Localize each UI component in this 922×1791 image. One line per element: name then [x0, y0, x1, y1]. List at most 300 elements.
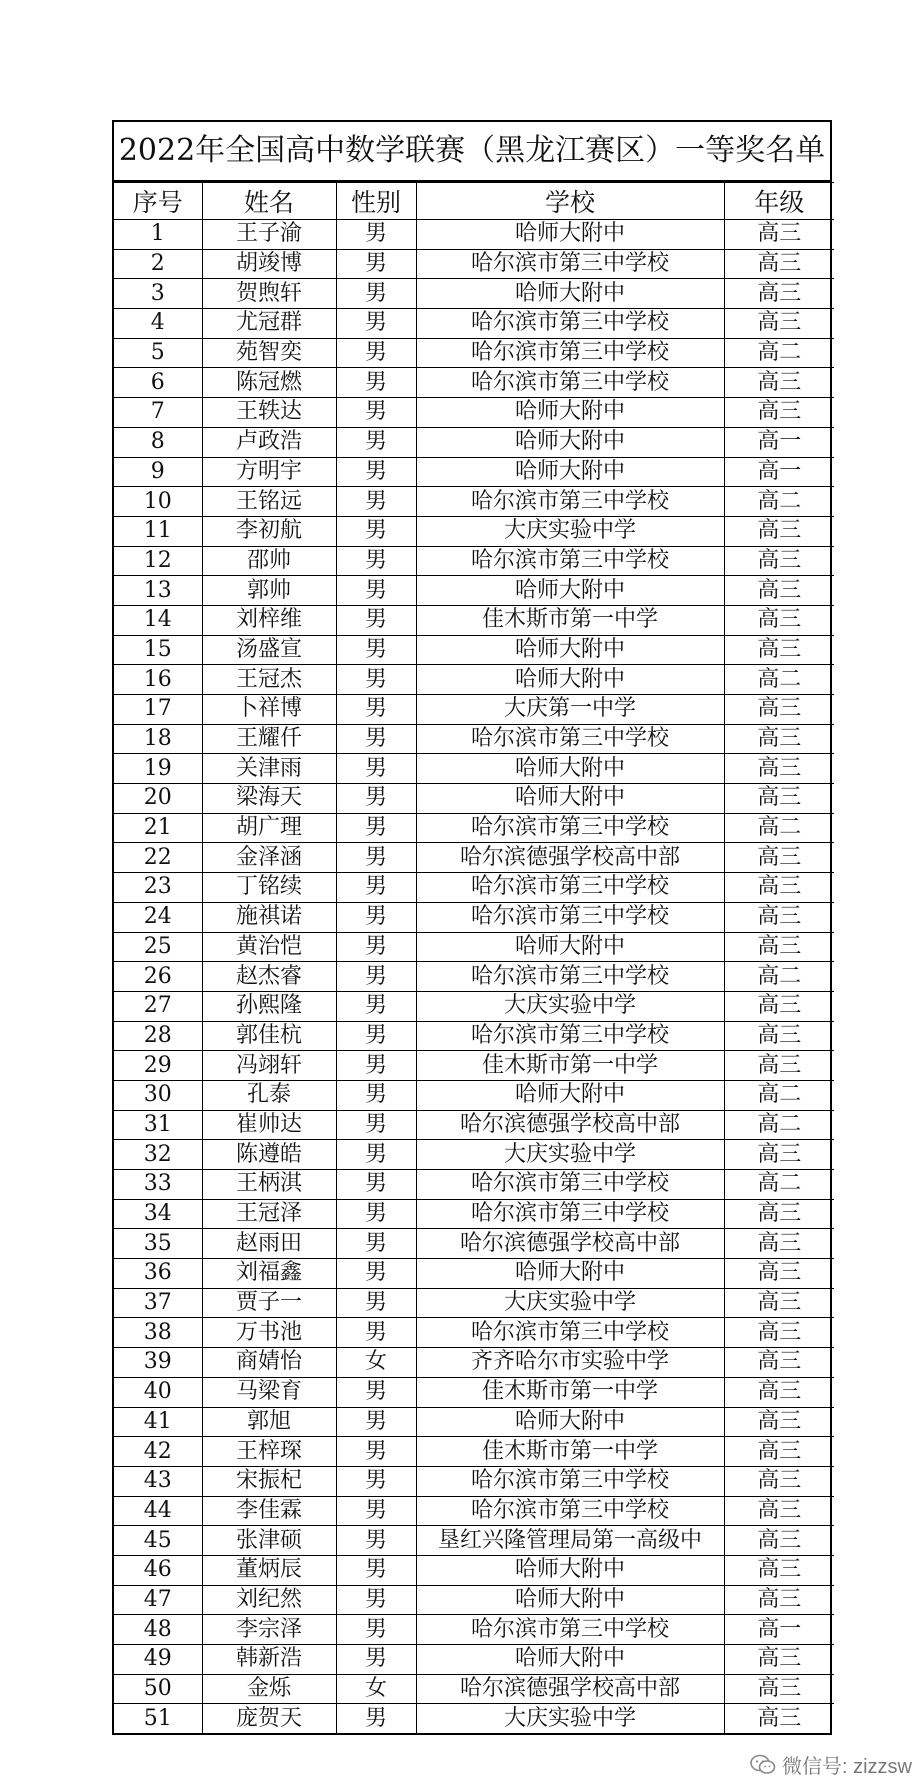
student-name: 梁海天: [202, 784, 336, 814]
student-gender: 男: [336, 309, 416, 339]
row-number: 7: [114, 398, 202, 428]
row-number: 26: [114, 962, 202, 992]
student-name: 王柄淇: [202, 1170, 336, 1200]
row-number: 4: [114, 309, 202, 339]
table-row: [114, 873, 834, 903]
student-name: 郭旭: [202, 1407, 336, 1437]
student-name: 贾子一: [202, 1288, 336, 1318]
student-gender: 男: [336, 1526, 416, 1556]
school-name: 哈尔滨德强学校高中部: [416, 1674, 724, 1704]
school-name: 哈师大附中: [416, 576, 724, 606]
student-name: 卢政浩: [202, 427, 336, 457]
row-number: 21: [114, 813, 202, 843]
table-row: [114, 516, 834, 546]
student-gender: 男: [336, 1466, 416, 1496]
school-name: 佳木斯市第一中学: [416, 1437, 724, 1467]
grade: 高三: [724, 220, 834, 250]
grade: 高三: [724, 1704, 834, 1733]
row-number: 50: [114, 1674, 202, 1704]
student-gender: 男: [336, 249, 416, 279]
grade: 高二: [724, 1080, 834, 1110]
student-gender: 男: [336, 932, 416, 962]
school-name: 哈尔滨市第三中学校: [416, 873, 724, 903]
student-name: 马梁育: [202, 1377, 336, 1407]
table-row: [114, 1318, 834, 1348]
student-gender: 男: [336, 1170, 416, 1200]
student-name: 王冠泽: [202, 1199, 336, 1229]
table-row: [114, 1466, 834, 1496]
grade: 高三: [724, 1051, 834, 1081]
school-name: 佳木斯市第一中学: [416, 1051, 724, 1081]
grade: 高二: [724, 665, 834, 695]
grade: 高三: [724, 1526, 834, 1556]
table-row: [114, 1526, 834, 1556]
student-name: 王轶达: [202, 398, 336, 428]
student-name: 胡广理: [202, 813, 336, 843]
grade: 高二: [724, 1170, 834, 1200]
grade: 高三: [724, 1645, 834, 1675]
student-name: 贺煦轩: [202, 279, 336, 309]
school-name: 哈尔滨市第三中学校: [416, 813, 724, 843]
school-name: 哈尔滨市第三中学校: [416, 962, 724, 992]
row-number: 47: [114, 1585, 202, 1615]
row-number: 20: [114, 784, 202, 814]
student-name: 金烁: [202, 1674, 336, 1704]
grade: 高三: [724, 784, 834, 814]
row-number: 37: [114, 1288, 202, 1318]
row-number: 13: [114, 576, 202, 606]
school-name: 哈尔滨市第三中学校: [416, 1466, 724, 1496]
student-gender: 男: [336, 873, 416, 903]
grade: 高三: [724, 1466, 834, 1496]
grade: 高三: [724, 635, 834, 665]
table-row: [114, 635, 834, 665]
grade: 高三: [724, 1348, 834, 1378]
student-gender: 男: [336, 1437, 416, 1467]
school-name: 大庆实验中学: [416, 1704, 724, 1733]
table-row: [114, 1170, 834, 1200]
row-number: 27: [114, 991, 202, 1021]
row-number: 38: [114, 1318, 202, 1348]
student-gender: 女: [336, 1674, 416, 1704]
row-number: 3: [114, 279, 202, 309]
grade: 高三: [724, 368, 834, 398]
table-row: [114, 1348, 834, 1378]
table-row: [114, 1288, 834, 1318]
student-gender: 男: [336, 576, 416, 606]
row-number: 19: [114, 754, 202, 784]
grade: 高二: [724, 962, 834, 992]
table-row: [114, 1555, 834, 1585]
grade: 高三: [724, 1496, 834, 1526]
student-name: 董炳辰: [202, 1555, 336, 1585]
student-name: 尤冠群: [202, 309, 336, 339]
table-row: [114, 487, 834, 517]
school-name: 哈师大附中: [416, 1555, 724, 1585]
row-number: 48: [114, 1615, 202, 1645]
row-number: 23: [114, 873, 202, 903]
row-number: 43: [114, 1466, 202, 1496]
student-gender: 男: [336, 1496, 416, 1526]
grade: 高三: [724, 398, 834, 428]
table-row: [114, 309, 834, 339]
student-gender: 男: [336, 516, 416, 546]
student-name: 郭佳杭: [202, 1021, 336, 1051]
student-name: 宋振杞: [202, 1466, 336, 1496]
grade: 高三: [724, 1377, 834, 1407]
row-number: 40: [114, 1377, 202, 1407]
table-row: [114, 665, 834, 695]
school-name: 哈尔滨市第三中学校: [416, 1496, 724, 1526]
school-name: 哈师大附中: [416, 279, 724, 309]
student-gender: 男: [336, 1555, 416, 1585]
student-name: 郭帅: [202, 576, 336, 606]
school-name: 大庆第一中学: [416, 695, 724, 725]
row-number: 32: [114, 1140, 202, 1170]
school-name: 齐齐哈尔市实验中学: [416, 1348, 724, 1378]
table-row: [114, 457, 834, 487]
table-row: [114, 1051, 834, 1081]
student-gender: 男: [336, 635, 416, 665]
table-row: [114, 902, 834, 932]
student-name: 崔帅达: [202, 1110, 336, 1140]
school-name: 哈尔滨市第三中学校: [416, 1021, 724, 1051]
grade: 高三: [724, 1674, 834, 1704]
row-number: 36: [114, 1259, 202, 1289]
student-name: 方明宇: [202, 457, 336, 487]
student-name: 刘纪然: [202, 1585, 336, 1615]
student-name: 李佳霖: [202, 1496, 336, 1526]
grade: 高三: [724, 902, 834, 932]
header-name: 姓名: [202, 183, 336, 220]
sheet-title: 2022年全国高中数学联赛（黑龙江赛区）一等奖名单: [114, 122, 830, 182]
grade: 高三: [724, 279, 834, 309]
student-gender: 男: [336, 665, 416, 695]
student-name: 王耀仟: [202, 724, 336, 754]
header-grade: 年级: [724, 183, 834, 220]
row-number: 15: [114, 635, 202, 665]
school-name: 哈尔滨德强学校高中部: [416, 843, 724, 873]
school-name: 哈尔滨市第三中学校: [416, 724, 724, 754]
student-gender: 男: [336, 1229, 416, 1259]
school-name: 哈师大附中: [416, 635, 724, 665]
student-name: 黄治恺: [202, 932, 336, 962]
student-gender: 男: [336, 487, 416, 517]
grade: 高二: [724, 487, 834, 517]
grade: 高三: [724, 1021, 834, 1051]
school-name: 大庆实验中学: [416, 991, 724, 1021]
row-number: 6: [114, 368, 202, 398]
grade: 高三: [724, 1259, 834, 1289]
table-row: [114, 932, 834, 962]
grade: 高三: [724, 576, 834, 606]
student-name: 孔泰: [202, 1080, 336, 1110]
award-table: [114, 182, 834, 1733]
school-name: 垦红兴隆管理局第一高级中: [416, 1526, 724, 1556]
row-number: 14: [114, 605, 202, 635]
table-row: [114, 249, 834, 279]
row-number: 31: [114, 1110, 202, 1140]
school-name: 哈师大附中: [416, 427, 724, 457]
student-name: 韩新浩: [202, 1645, 336, 1675]
school-name: 哈师大附中: [416, 932, 724, 962]
student-name: 李宗泽: [202, 1615, 336, 1645]
row-number: 12: [114, 546, 202, 576]
row-number: 29: [114, 1051, 202, 1081]
student-gender: 男: [336, 1585, 416, 1615]
grade: 高三: [724, 309, 834, 339]
row-number: 34: [114, 1199, 202, 1229]
row-number: 17: [114, 695, 202, 725]
student-gender: 男: [336, 843, 416, 873]
header-gender: 性别: [336, 183, 416, 220]
student-gender: 男: [336, 1704, 416, 1733]
student-gender: 男: [336, 962, 416, 992]
award-sheet: [112, 120, 832, 1735]
student-gender: 男: [336, 457, 416, 487]
row-number: 10: [114, 487, 202, 517]
student-name: 王子渝: [202, 220, 336, 250]
school-name: 佳木斯市第一中学: [416, 605, 724, 635]
student-name: 胡竣博: [202, 249, 336, 279]
student-name: 汤盛宣: [202, 635, 336, 665]
student-name: 赵雨田: [202, 1229, 336, 1259]
table-row: [114, 1645, 834, 1675]
table-row: [114, 695, 834, 725]
student-gender: 男: [336, 1080, 416, 1110]
student-gender: 男: [336, 605, 416, 635]
table-row: [114, 427, 834, 457]
table-row: [114, 338, 834, 368]
grade: 高三: [724, 516, 834, 546]
grade: 高三: [724, 1199, 834, 1229]
student-name: 赵杰睿: [202, 962, 336, 992]
school-name: 哈师大附中: [416, 784, 724, 814]
table-row: [114, 813, 834, 843]
table-row: [114, 1437, 834, 1467]
table-row: [114, 279, 834, 309]
student-name: 刘福鑫: [202, 1259, 336, 1289]
school-name: 哈师大附中: [416, 398, 724, 428]
grade: 高一: [724, 1615, 834, 1645]
table-row: [114, 368, 834, 398]
school-name: 哈尔滨市第三中学校: [416, 546, 724, 576]
grade: 高三: [724, 724, 834, 754]
grade: 高二: [724, 338, 834, 368]
student-gender: 男: [336, 1407, 416, 1437]
student-gender: 男: [336, 1021, 416, 1051]
table-body: [114, 220, 834, 1734]
school-name: 哈师大附中: [416, 1407, 724, 1437]
grade: 高三: [724, 1555, 834, 1585]
student-gender: 女: [336, 1348, 416, 1378]
row-number: 45: [114, 1526, 202, 1556]
row-number: 44: [114, 1496, 202, 1526]
school-name: 哈师大附中: [416, 1585, 724, 1615]
grade: 高三: [724, 754, 834, 784]
wechat-watermark: [750, 1750, 912, 1779]
student-name: 万书池: [202, 1318, 336, 1348]
grade: 高二: [724, 813, 834, 843]
school-name: 哈尔滨市第三中学校: [416, 338, 724, 368]
grade: 高二: [724, 1110, 834, 1140]
school-name: 大庆实验中学: [416, 516, 724, 546]
header-school: 学校: [416, 183, 724, 220]
table-row: [114, 1021, 834, 1051]
student-name: 庞贺天: [202, 1704, 336, 1733]
student-gender: 男: [336, 1199, 416, 1229]
table-row: [114, 1704, 834, 1733]
row-number: 28: [114, 1021, 202, 1051]
student-gender: 男: [336, 1140, 416, 1170]
school-name: 哈尔滨市第三中学校: [416, 309, 724, 339]
row-number: 41: [114, 1407, 202, 1437]
student-name: 陈遵皓: [202, 1140, 336, 1170]
wechat-icon: [750, 1754, 776, 1776]
table-row: [114, 1377, 834, 1407]
grade: 高三: [724, 1288, 834, 1318]
school-name: 哈尔滨市第三中学校: [416, 1615, 724, 1645]
student-gender: 男: [336, 1051, 416, 1081]
row-number: 24: [114, 902, 202, 932]
student-gender: 男: [336, 1110, 416, 1140]
grade: 高三: [724, 873, 834, 903]
table-row: [114, 991, 834, 1021]
school-name: 哈尔滨市第三中学校: [416, 1318, 724, 1348]
grade: 高三: [724, 546, 834, 576]
student-name: 金泽涵: [202, 843, 336, 873]
row-number: 33: [114, 1170, 202, 1200]
student-gender: 男: [336, 1377, 416, 1407]
school-name: 哈尔滨市第三中学校: [416, 368, 724, 398]
grade: 高三: [724, 1318, 834, 1348]
grade: 高三: [724, 249, 834, 279]
school-name: 大庆实验中学: [416, 1288, 724, 1318]
student-gender: 男: [336, 546, 416, 576]
table-row: [114, 220, 834, 250]
grade: 高三: [724, 1585, 834, 1615]
student-gender: 男: [336, 1615, 416, 1645]
row-number: 9: [114, 457, 202, 487]
school-name: 哈尔滨市第三中学校: [416, 1199, 724, 1229]
student-gender: 男: [336, 902, 416, 932]
grade: 高三: [724, 1140, 834, 1170]
school-name: 哈尔滨市第三中学校: [416, 1170, 724, 1200]
student-name: 张津硕: [202, 1526, 336, 1556]
student-gender: 男: [336, 784, 416, 814]
student-name: 孙熙隆: [202, 991, 336, 1021]
school-name: 大庆实验中学: [416, 1140, 724, 1170]
student-gender: 男: [336, 1645, 416, 1675]
row-number: 42: [114, 1437, 202, 1467]
header-row: [114, 183, 834, 220]
table-row: [114, 1407, 834, 1437]
school-name: 哈师大附中: [416, 665, 724, 695]
grade: 高一: [724, 457, 834, 487]
student-name: 冯翊轩: [202, 1051, 336, 1081]
table-row: [114, 605, 834, 635]
student-gender: 男: [336, 1318, 416, 1348]
student-gender: 男: [336, 220, 416, 250]
row-number: 11: [114, 516, 202, 546]
grade: 高三: [724, 1407, 834, 1437]
watermark-text: 微信号: zizzsw: [782, 1756, 912, 1778]
table-row: [114, 962, 834, 992]
school-name: 哈师大附中: [416, 1645, 724, 1675]
school-name: 佳木斯市第一中学: [416, 1377, 724, 1407]
table-row: [114, 1615, 834, 1645]
table-row: [114, 1080, 834, 1110]
row-number: 16: [114, 665, 202, 695]
student-gender: 男: [336, 427, 416, 457]
student-gender: 男: [336, 813, 416, 843]
school-name: 哈师大附中: [416, 1080, 724, 1110]
grade: 高三: [724, 843, 834, 873]
grade: 高三: [724, 605, 834, 635]
student-gender: 男: [336, 1288, 416, 1318]
row-number: 35: [114, 1229, 202, 1259]
student-name: 陈冠燃: [202, 368, 336, 398]
row-number: 51: [114, 1704, 202, 1733]
student-name: 王铭远: [202, 487, 336, 517]
school-name: 哈师大附中: [416, 1259, 724, 1289]
row-number: 2: [114, 249, 202, 279]
school-name: 哈尔滨市第三中学校: [416, 902, 724, 932]
student-gender: 男: [336, 991, 416, 1021]
table-row: [114, 1585, 834, 1615]
row-number: 22: [114, 843, 202, 873]
grade: 高三: [724, 1229, 834, 1259]
student-name: 商婧怡: [202, 1348, 336, 1378]
student-gender: 男: [336, 368, 416, 398]
school-name: 哈尔滨市第三中学校: [416, 487, 724, 517]
table-row: [114, 1199, 834, 1229]
table-row: [114, 576, 834, 606]
table-row: [114, 1229, 834, 1259]
school-name: 哈尔滨市第三中学校: [416, 249, 724, 279]
row-number: 25: [114, 932, 202, 962]
table-row: [114, 1140, 834, 1170]
student-name: 施祺诺: [202, 902, 336, 932]
student-name: 王梓琛: [202, 1437, 336, 1467]
grade: 高三: [724, 1437, 834, 1467]
row-number: 1: [114, 220, 202, 250]
school-name: 哈师大附中: [416, 220, 724, 250]
table-row: [114, 843, 834, 873]
student-name: 丁铭续: [202, 873, 336, 903]
row-number: 8: [114, 427, 202, 457]
table-row: [114, 724, 834, 754]
header-number: 序号: [114, 183, 202, 220]
student-gender: 男: [336, 1259, 416, 1289]
row-number: 18: [114, 724, 202, 754]
school-name: 哈师大附中: [416, 754, 724, 784]
grade: 高三: [724, 695, 834, 725]
student-name: 刘梓维: [202, 605, 336, 635]
student-gender: 男: [336, 279, 416, 309]
grade: 高三: [724, 991, 834, 1021]
student-name: 李初航: [202, 516, 336, 546]
table-row: [114, 1496, 834, 1526]
school-name: 哈师大附中: [416, 457, 724, 487]
row-number: 46: [114, 1555, 202, 1585]
table-row: [114, 784, 834, 814]
student-gender: 男: [336, 338, 416, 368]
student-name: 邵帅: [202, 546, 336, 576]
table-row: [114, 1110, 834, 1140]
student-gender: 男: [336, 754, 416, 784]
student-name: 关津雨: [202, 754, 336, 784]
